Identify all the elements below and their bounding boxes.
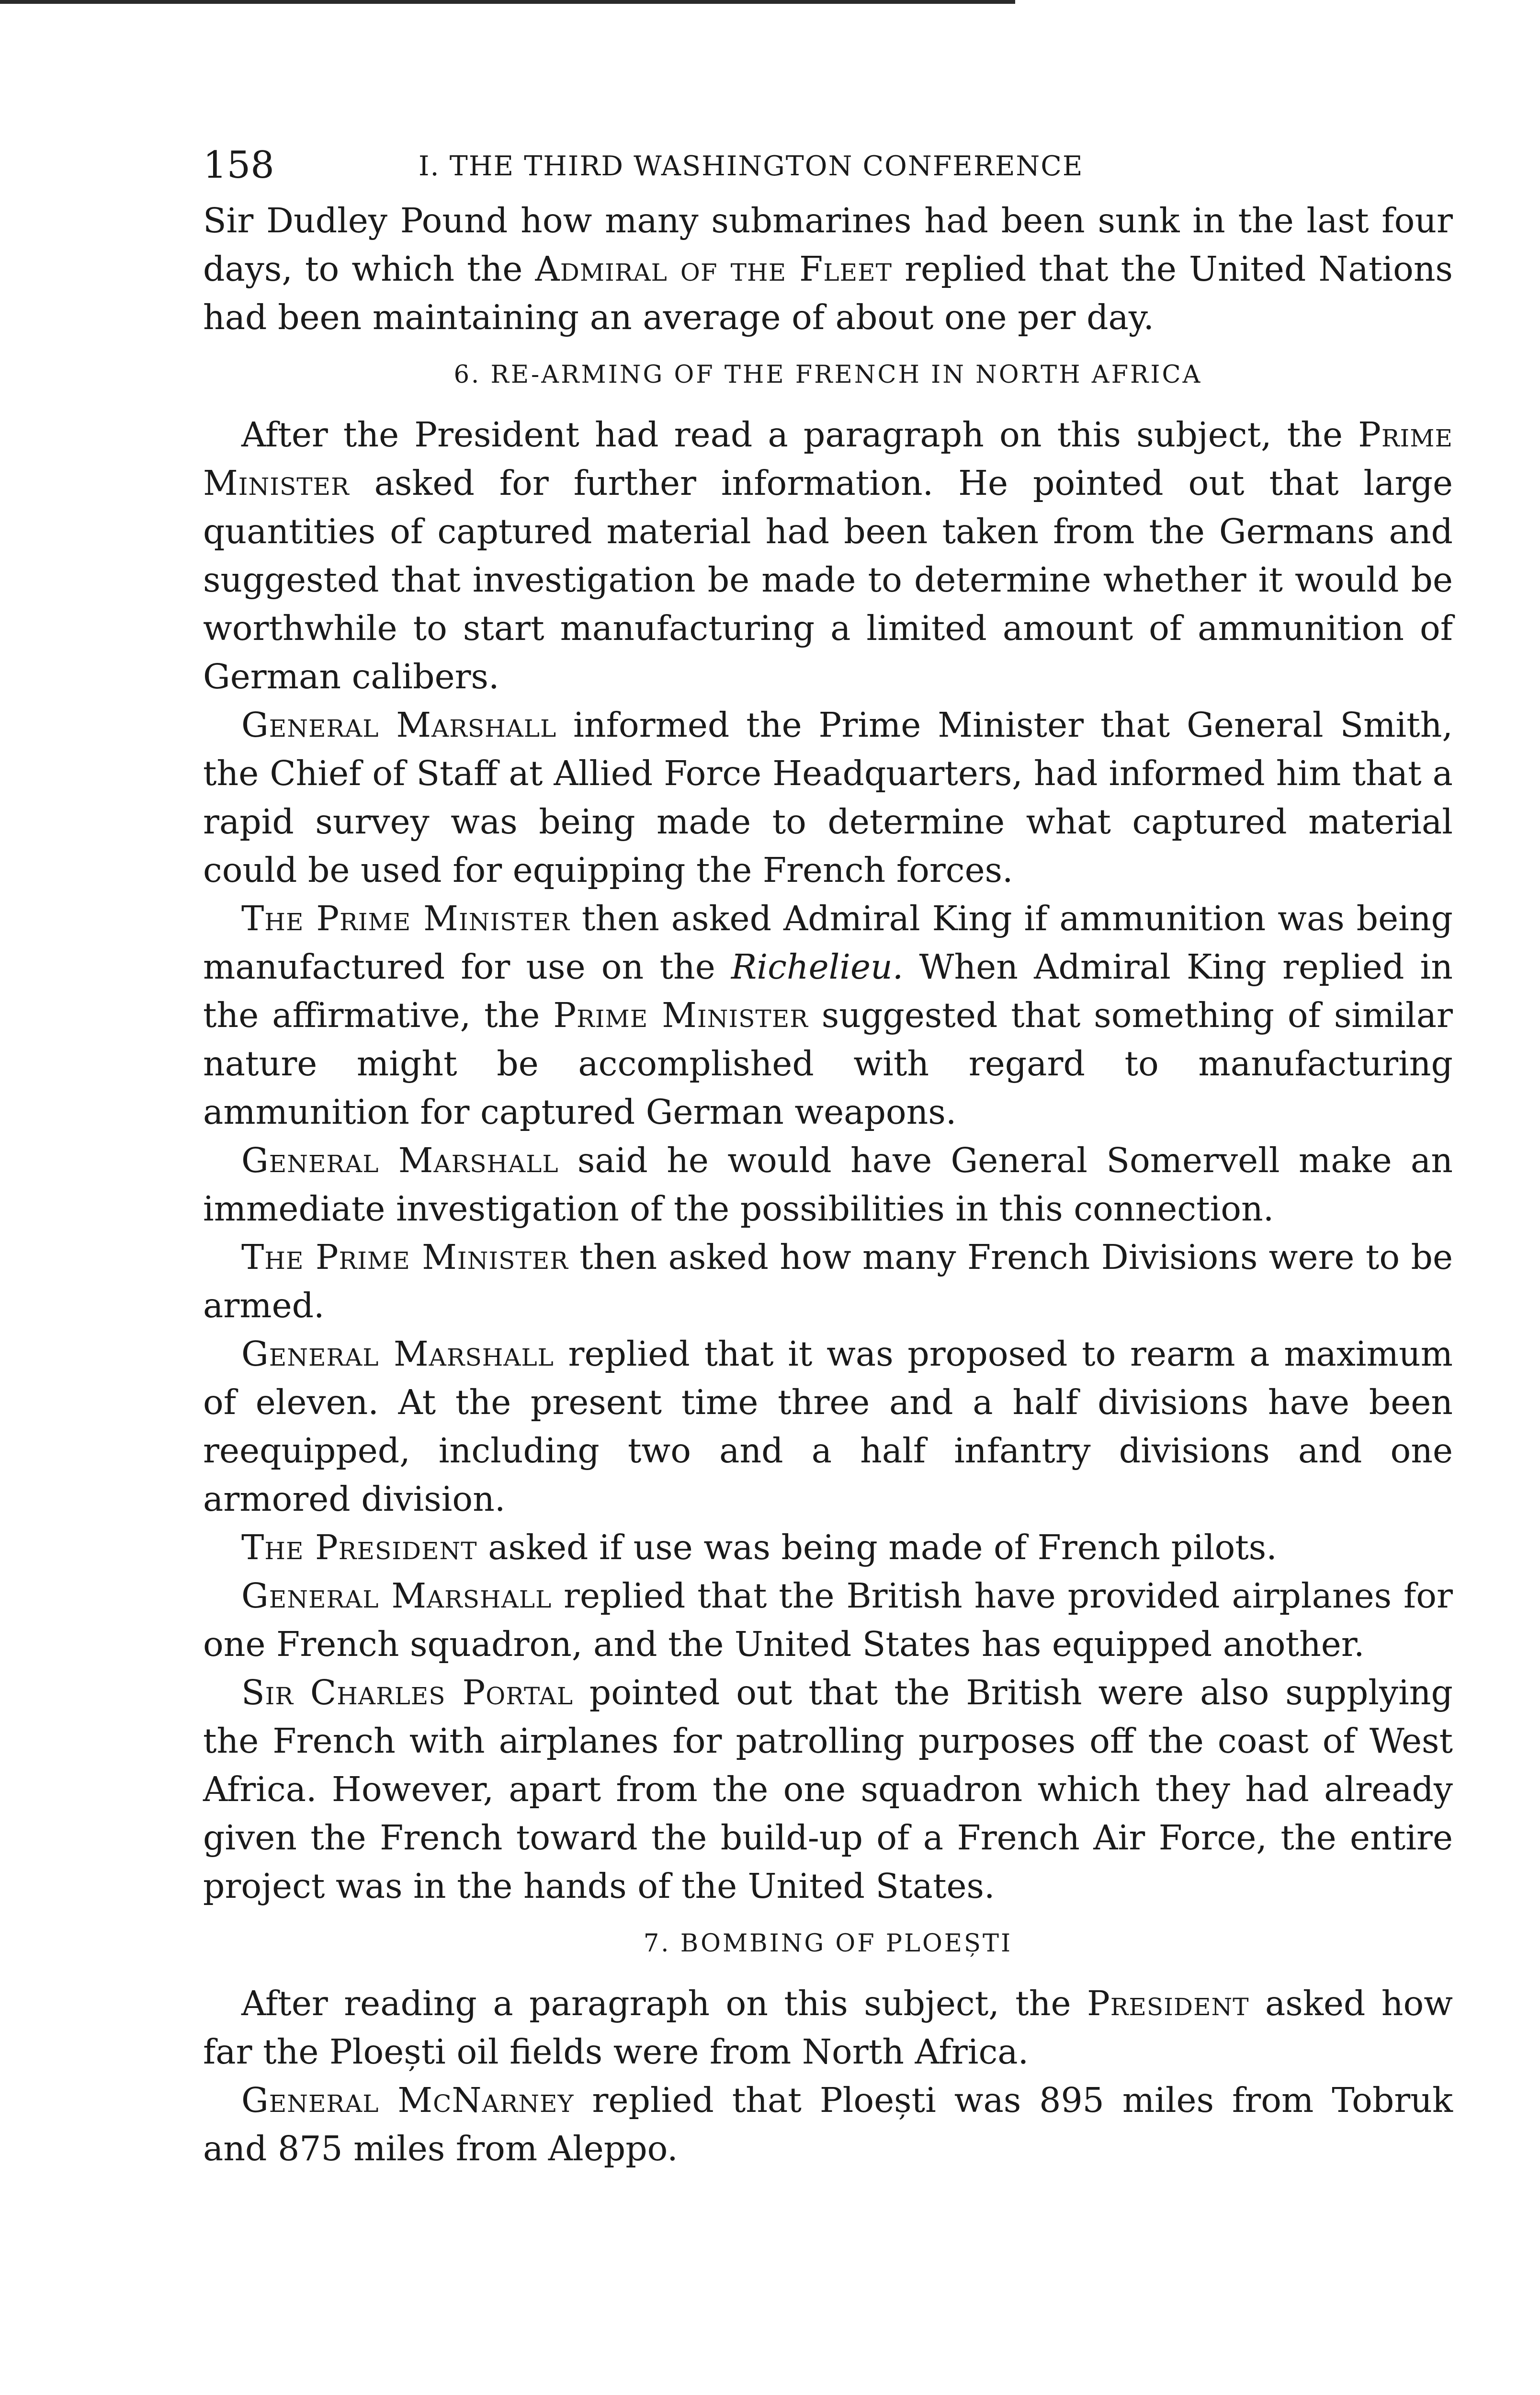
section6-paragraph-4: General Marshall said he would have General Somervell make an immediate investigation of the possibilities in this connection.	[203, 1140, 1453, 1229]
speaker-name: The Prime Minister	[241, 1237, 568, 1277]
section6-paragraph-6: General Marshall replied that it was proposed to rearm a maximum of eleven. At the present time three and a half divisions have been reequipped, including two and a half infantry divisions and one armored division.	[203, 1334, 1453, 1519]
running-head	[203, 144, 1453, 196]
ship-name: Richelieu.	[731, 947, 904, 987]
speaker-name: General Marshall	[241, 1576, 552, 1616]
speaker-name: Prime Minister	[203, 415, 1453, 503]
section6-paragraph-1: After the President had read a paragraph on this subject, the Prime Minister asked for further information. He pointed out that large quantities of captured material had been taken from the Germans and suggested that investigation be made to determine whether it would be worthwhile to start manufacturing a limited amount of ammunition of German calibers.	[203, 415, 1453, 696]
speaker-name: The Prime Minister	[241, 899, 570, 938]
body-text	[203, 196, 1453, 2173]
section6-paragraph-2: General Marshall informed the Prime Minister that General Smith, the Chief of Staff at Allied Force Headquarters, had informed him that a rapid survey was being made to determine what captured material could be used for equipping the French forces.	[203, 705, 1453, 890]
top-rule	[0, 0, 1015, 4]
speaker-name: General Marshall	[241, 1140, 559, 1180]
section6-paragraph-9: Sir Charles Portal pointed out that the British were also supplying the French with airplanes for patrolling purposes off the coast of West Africa. However, apart from the one squadron which they had already given the French toward the build-up of a French Air Force, the entire project was in the hands of the United States.	[203, 1673, 1453, 1906]
speaker-name: The President	[241, 1528, 477, 1567]
speaker-name: Admiral of the Fleet	[535, 249, 892, 289]
section6-paragraph-5: The Prime Minister then asked how many French Divisions were to be armed.	[203, 1237, 1453, 1325]
document-page	[203, 144, 1453, 2173]
speaker-name: Prime Minister	[553, 995, 808, 1035]
section6-paragraph-7: The President asked if use was being made of French pilots.	[241, 1528, 1277, 1567]
speaker-name: President	[1087, 1984, 1249, 2023]
page-number: 158	[203, 144, 274, 187]
section-heading-6: 6. RE-ARMING OF THE FRENCH IN NORTH AFRICA	[453, 361, 1202, 389]
speaker-name: Sir Charles Portal	[241, 1673, 573, 1712]
section-heading-7: 7. BOMBING OF PLOEȘTI	[643, 1929, 1013, 1958]
speaker-name: General Marshall	[241, 705, 557, 745]
speaker-name: General Marshall	[241, 1334, 554, 1374]
section7-paragraph-1: After reading a paragraph on this subject, the President asked how far the Ploești oil fields were from North Africa.	[203, 1984, 1453, 2072]
intro-paragraph: Sir Dudley Pound how many submarines had been sunk in the last four days, to which the Admiral of the Fleet replied that the United Nations had been maintaining an average of about one per day.	[203, 201, 1453, 337]
section6-paragraph-8: General Marshall replied that the British have provided airplanes for one French squadron, and the United States has equipped another.	[203, 1576, 1453, 1664]
running-title: I. THE THIRD WASHINGTON CONFERENCE	[419, 150, 1084, 182]
section7-paragraph-2: General McNarney replied that Ploești was 895 miles from Tobruk and 875 miles from Aleppo.	[203, 2080, 1453, 2168]
speaker-name: General McNarney	[241, 2080, 574, 2120]
section6-paragraph-3: The Prime Minister then asked Admiral King if ammunition was being manufactured for use on the Richelieu. When Admiral King replied in the affirmative, the Prime Minister suggested that something of similar nature might be accomplished with regard to manufacturing ammunition for captured German weapons.	[203, 899, 1453, 1132]
